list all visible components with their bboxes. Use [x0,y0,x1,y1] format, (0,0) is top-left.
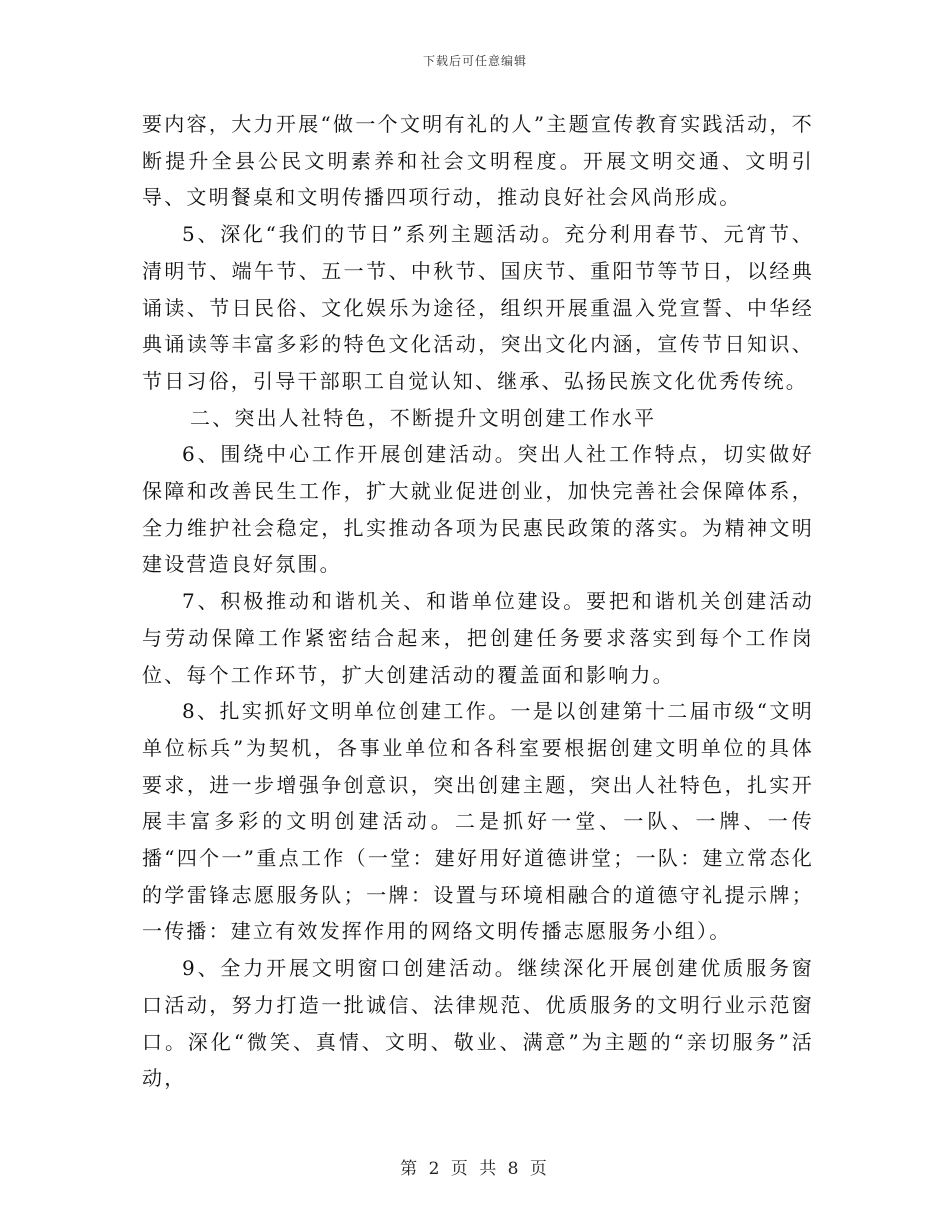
paragraph-item-7: 7、积极推动和谐机关、和谐单位建设。要把和谐机关创建活动与劳动保障工作紧密结合起来，把创建任务要求落实到每个工作岗位、每个工作环节，扩大创建活动的覆盖面和影响力。 [142,589,814,687]
paragraph-item-8: 8、扎实抓好文明单位创建工作。一是以创建第十二届市级“文明单位标兵”为契机，各事业单位和各科室要根据创建文明单位的具体要求，进一步增强争创意识，突出创建主题，突出人社特色，扎实开展丰富多彩的文明创建活动。二是抓好一堂、一队、一牌、一传播“四个一”重点工作（一堂：建好用好道德讲堂；一队：建立常态化的学雷锋志愿服务队；一牌：设置与环境相融合的道德守礼提示牌；一传播：建立有效发挥作用的网络文明传播志愿服务小组）。 [142,699,814,944]
paragraph-continuation: 要内容，大力开展“做一个文明有礼的人”主题宣传教育实践活动，不断提升全县公民文明素养和社会文明程度。开展文明交通、文明引导、文明餐桌和文明传播四项行动，推动良好社会风尚形成。 [142,112,814,210]
document-body [142,106,814,1097]
paragraph-item-9: 9、全力开展文明窗口创建活动。继续深化开展创建优质服务窗口活动，努力打造一批诚信、法律规范、优质服务的文明行业示范窗口。深化“微笑、真情、文明、敬业、满意”为主题的“亲切服务”活动， [142,956,814,1091]
page-number: 第 2 页 共 8 页 [400,1159,550,1179]
section-heading-2: 二、突出人社特色，不断提升文明创建工作水平 [190,405,657,430]
page-header: 下载后可任意编辑 [422,54,527,68]
paragraph-item-6: 6、围绕中心工作开展创建活动。突出人社工作特点，切实做好保障和改善民生工作，扩大就业促进创业，加快完善社会保障体系，全力维护社会稳定，扎实推动各项为民惠民政策的落实。为精神文明建设营造良好氛围。 [142,442,814,577]
paragraph-item-5: 5、深化“我们的节日”系列主题活动。充分利用春节、元宵节、清明节、端午节、五一节、中秋节、国庆节、重阳节等节日，以经典诵读、节日民俗、文化娱乐为途径，组织开展重温入党宣誓、中华经典诵读等丰富多彩的特色文化活动，突出文化内涵，宣传节日知识、节日习俗，引导干部职工自觉认知、继承、弘扬民族文化优秀传统。 [142,222,814,393]
